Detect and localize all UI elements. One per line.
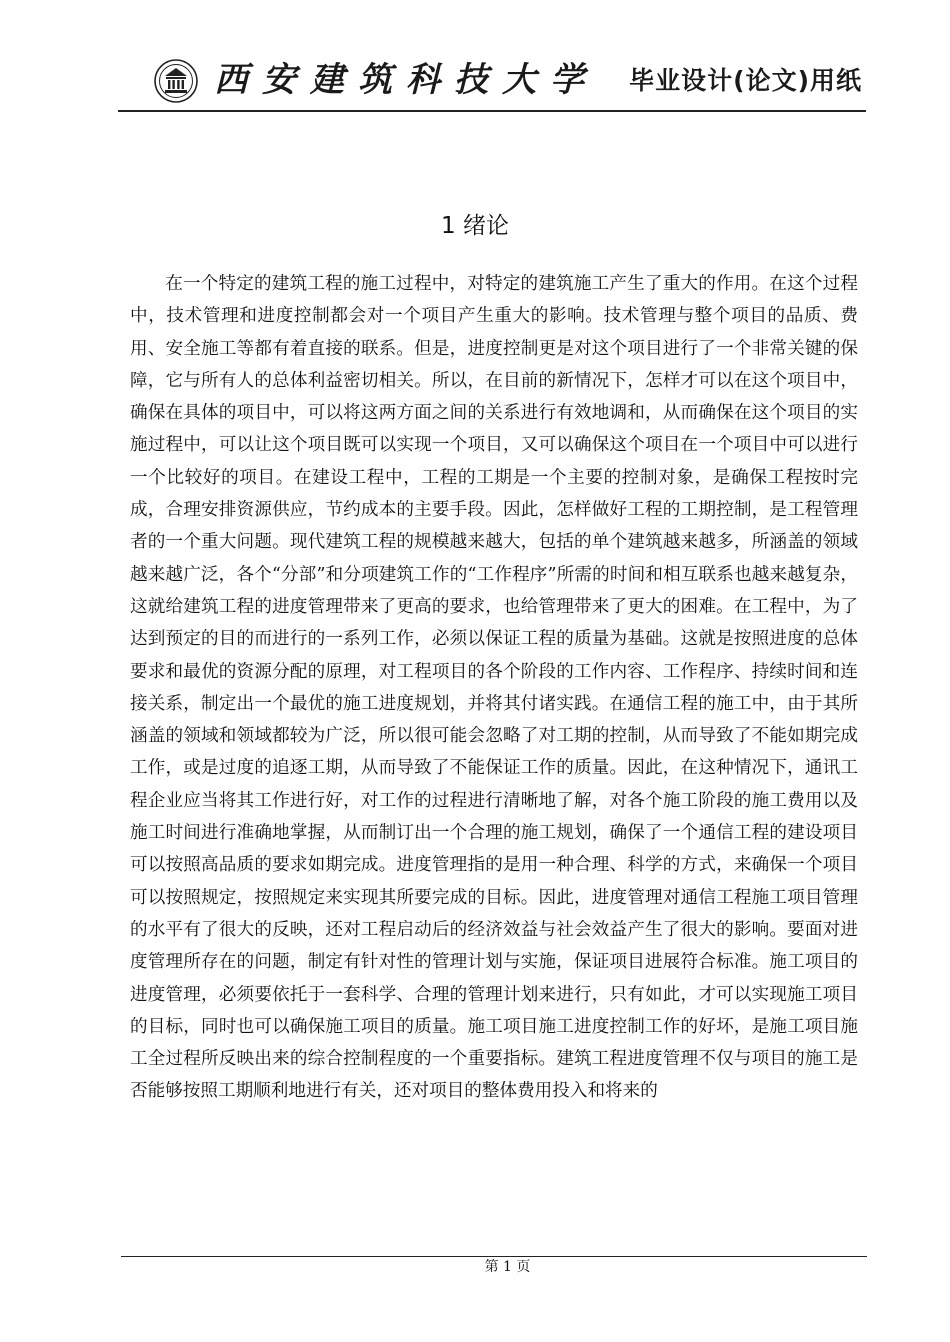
page-header [118,52,864,110]
page-number: 第 1 页 [484,1259,531,1275]
university-seal-icon [154,59,198,103]
body-paragraph: 在一个特定的建筑工程的施工过程中，对特定的建筑施工产生了重大的作用。在这个过程中，技术管理和进度控制都会对一个项目产生重大的影响。技术管理与整个项目的品质、费用、安全施工等都有着直接的联系。但是，进度控制更是对这个项目进行了一个非常关键的保障，它与所有人的总体利益密切相关。所以，在目前的新情况下，怎样才可以在这个项目中，确保在具体的项目中，可以将这两方面之间的关系进行有效地调和，从而确保在这个项目的实施过程中，可以让这个项目既可以实现一个项目，又可以确保这个项目在一个项目中可以进行一个比较好的项目。在建设工程中，工程的工期是一个主要的控制对象，是确保工程按时完成，合理安排资源供应，节约成本的主要手段。因此，怎样做好工程的工期控制，是工程管理者的一个重大问题。现代建筑工程的规模越来越大，包括的单个建筑越来越多，所涵盖的领域越来越广泛，各个“分部”和分项建筑工作的“工作程序”所需的时间和相互联系也越来越复杂，这就给建筑工程的进度管理带来了更高的要求，也给管理带来了更大的困难。在工程中，为了达到预定的目的而进行的一系列工作，必须以保证工程的质量为基础。这就是按照进度的总体要求和最优的资源分配的原理，对工程项目的各个阶段的工作内容、工作程序、持续时间和连接关系，制定出一个最优的施工进度规划，并将其付诸实践。在通信工程的施工中，由于其所涵盖的领域和领域都较为广泛，所以很可能会忽略了对工期的控制，从而导致了不能如期完成工作，或是过度的追逐工期，从而导致了不能保证工作的质量。因此，在这种情况下，通讯工程企业应当将其工作进行好，对工作的过程进行清晰地了解，对各个施工阶段的施工费用以及施工时间进行准确地掌握，从而制订出一个合理的施工规划，确保了一个通信工程的建设项目可以按照高品质的要求如期完成。进度管理指的是用一种合理、科学的方式，来确保一个项目可以按照规定，按照规定来实现其所要完成的目标。因此，进度管理对通信工程施工项目管理的水平有了很大的反映，还对工程启动后的经济效益与社会效益产生了很大的影响。要面对进度管理所存在的问题，制定有针对性的管理计划与实施，保证项目进展符合标准。施工项目的进度管理，必须要依托于一套科学、合理的管理计划来进行，只有如此，才可以实现施工项目的目标，同时也可以确保施工项目的质量。施工项目施工进度控制工作的好坏，是施工项目施工全过程所反映出来的综合控制程度的一个重要指标。建筑工程进度管理不仅与项目的施工是否能够按照工期顺利地进行有关，还对项目的整体费用投入和将来的 [130,274,858,1102]
university-name: 西安建筑科技大学 [214,60,598,100]
chapter-title: 1 绪论 [441,213,509,239]
header-divider [118,110,866,112]
paper-type-label: 毕业设计(论文)用纸 [629,66,862,95]
